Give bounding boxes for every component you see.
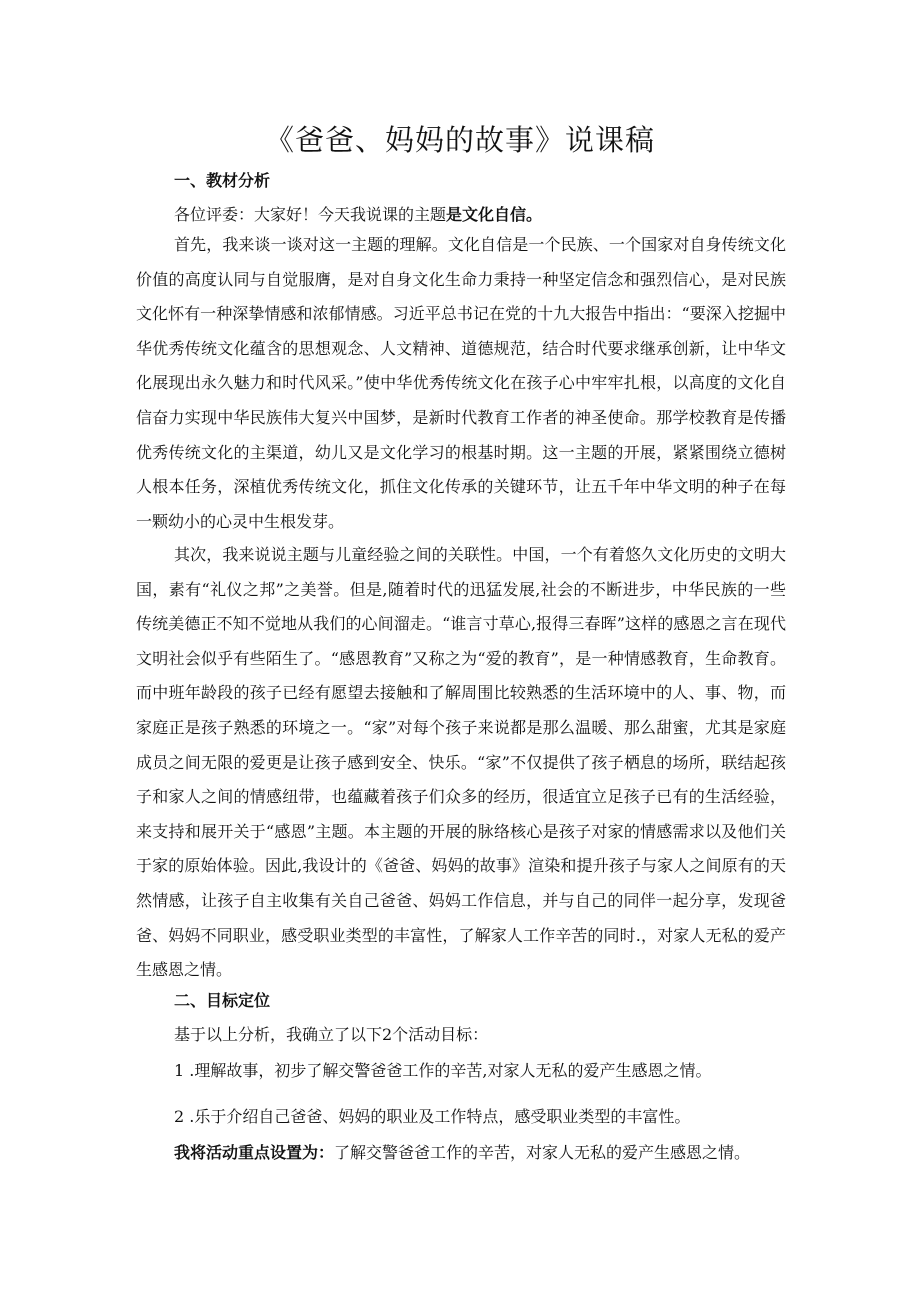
section-heading-analysis: 一、教材分析 [174,171,271,190]
section-heading-goals: 二、目标定位 [174,991,271,1010]
greeting-theme: 是文化自信。 [446,205,543,224]
focus-label: 我将活动重点设置为： [174,1143,335,1162]
paragraph-child-experience: 其次，我来说说主题与儿童经验之间的关联性。中国，一个有着悠久文化历史的文明大国，素有“礼仪之邦”之美誉。但是,随着时代的迅猛发展,社会的不断进步，中华民族的一些传统美德正不知不觉地从我们的心间溜走。“谁言寸草心,报得三春晖”这样的感恩之言在现代文明社会似乎有些陌生了。“感恩教育”又称之为“爱的教育”，是一种情感教育，生命教育。而中班年龄段的孩子已经有愿望去接触和了解周围比较熟悉的生活环境中的人、事、物，而家庭正是孩子熟悉的环境之一。“家”对每个孩子来说都是那么温暖、那么甜蜜，尤其是家庭成员之间无限的爱更是让孩子感到安全、快乐。“家”不仅提供了孩子栖息的场所，联结起孩子和家人之间的情感纽带，也蕴藏着孩子们众多的经历，很适宜立足孩子已有的生活经验，来支持和展开关于“感恩”主题。本主题的开展的脉络核心是孩子对家的情感需求以及他们关于家的原始体验。因此,我设计的《爸爸、妈妈的故事》渲染和提升孩子与家人之间原有的天然情感，让孩子自主收集有关自己爸爸、妈妈工作信息，并与自己的同伴一起分享，发现爸爸、妈妈不同职业，感受职业类型的丰富性，了解家人工作辛苦的同时.，对家人无私的爱产生感恩之情。 [136,545,786,980]
focus-text: 了解交警爸爸工作的辛苦，对家人无私的爱产生感恩之情。 [334,1143,751,1162]
goal-item-1: 1 .理解故事，初步了解交警爸爸工作的辛苦,对家人无私的爱产生感恩之情。 [174,1061,712,1080]
goals-intro: 基于以上分析，我确立了以下2个活动目标： [174,1025,489,1044]
paragraph-theme-understanding: 首先，我来谈一谈对这一主题的理解。文化自信是一个民族、一个国家对自身传统文化价值的高度认同与自觉服膺，是对自身文化生命力秉持一种坚定信念和强烈信心，是对民族文化怀有一种深挚情感和浓郁情感。习近平总书记在党的十九大报告中指出：“要深入挖掘中华优秀传统文化蕴含的思想观念、人文精神、道德规范，结合时代要求继承创新，让中华文化展现出永久魅力和时代风采。”使中华优秀传统文化在孩子心中牢牢扎根，以高度的文化自信奋力实现中华民族伟大复兴中国梦，是新时代教育工作者的神圣使命。那学校教育是传播优秀传统文化的主渠道，幼儿又是文化学习的根基时期。这一主题的开展，紧紧围绕立德树人根本任务，深植优秀传统文化，抓住文化传承的关键环节，让五千年中华文明的种子在每一颗幼小的心灵中生根发芽。 [136,235,786,531]
focus-line [174,1140,750,1163]
greeting-line [174,202,542,225]
goal-item-2: 2 .乐于介绍自己爸爸、妈妈的职业及工作特点，感受职业类型的丰富性。 [174,1107,691,1126]
document-title: 《爸爸、妈妈的故事》说课稿 [264,123,655,157]
greeting-text: 各位评委：大家好！今天我说课的主题 [174,205,447,224]
